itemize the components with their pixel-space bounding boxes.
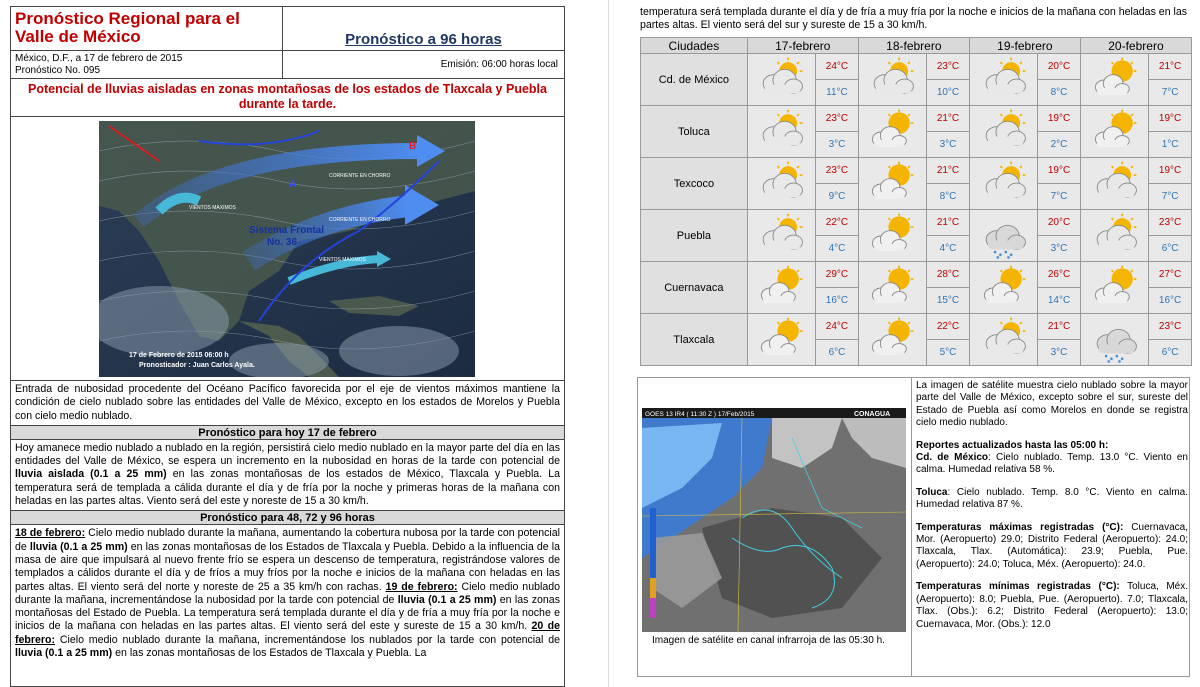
max-temp: 23°C <box>927 54 969 80</box>
min-temp: 4°C <box>828 243 846 254</box>
partly-sunny-icon <box>862 263 922 313</box>
max-temp: 27°C <box>1149 262 1191 288</box>
min-temp: 8°C <box>1050 87 1068 98</box>
partly-cloudy-icon <box>862 55 922 105</box>
max-temp: 19°C <box>1038 158 1080 184</box>
temps-cell <box>1038 314 1081 366</box>
min-temps-label: Temperaturas mínimas registradas (°C): <box>916 581 1120 593</box>
min-temps-text: Toluca, Méx. (Aeropuerto): 8.0; Puebla, Pue. (Aeropuerto). 7.0; Tlaxcala, Tlax. (Obs.): 6.2; Distrito Federal (Aeropuerto): 13.0; Cuernavaca, Mor. (Obs.): 12.0 <box>916 581 1188 630</box>
partly-cloudy-icon <box>1085 211 1145 261</box>
partly-sunny-icon <box>862 315 922 365</box>
min-temp: 10°C <box>936 87 960 98</box>
intro-paragraph: Entrada de nubosidad procedente del Océano Pacífico favorecida por el eje de vientos máximos mantiene la condición de cielo nublado sobre las entidades del Valle de México, excepto en los estados de Morelos y Puebla con cielo medio nublado. <box>15 383 560 422</box>
header-day-4: 20-febrero <box>1080 38 1191 54</box>
max-temp: 21°C <box>1038 314 1080 340</box>
table-row <box>641 314 1192 366</box>
forecast-number: Pronóstico No. 095 <box>15 65 101 76</box>
day19-rain: lluvia (0.1 a 25 mm) <box>397 593 497 606</box>
synoptic-map <box>99 121 475 377</box>
high-pressure-label: A <box>289 179 297 190</box>
weather-icon-cell <box>969 158 1037 210</box>
weather-icon-cell <box>1080 158 1148 210</box>
temps-cell <box>1038 158 1081 210</box>
max-temps-text: Cuernavaca, Mor. (Aeropuerto) 29.0; Distrito Federal (Aeropuerto): 24.0; Tlaxcala, Tlax. (Automática): 23.9; Puebla, Pue. (Aeropuerto): 24.0; Toluca, Méx. (Aeropuerto): 24.0. <box>916 521 1189 570</box>
temps-cell <box>1038 54 1081 106</box>
day19-text-c: en las zonas montañosas del Estado de Puebla. La temperatura será templada durante el día y de fría a muy fría por la noche e inicios de la mañana con heladas en las partes altas. El viento será del este y sureste de 15 a 30 km/h. <box>15 593 560 633</box>
day19-text-a: Cielo medio nublado durante la mañana, incrementándose la nubosidad por la tarde con potencial de <box>15 580 561 606</box>
temps-cell <box>927 158 970 210</box>
max-temp: 20°C <box>1038 210 1080 236</box>
max-temp: 19°C <box>1149 158 1191 184</box>
weather-icon-cell <box>858 314 926 366</box>
min-temp: 1°C <box>1161 139 1179 150</box>
min-temp: 6°C <box>828 347 846 358</box>
page-title: Pronóstico Regional para el Valle de México <box>11 7 283 50</box>
issue-date: México, D.F., a 17 de febrero de 2015 <box>15 53 183 64</box>
weather-icon-cell <box>969 314 1037 366</box>
min-temp: 7°C <box>1161 87 1179 98</box>
today-heading: Pronóstico para hoy 17 de febrero <box>11 425 564 440</box>
min-temps-block <box>916 581 1188 631</box>
temps-cell <box>1149 54 1192 106</box>
weather-icon-cell <box>858 106 926 158</box>
toluca-label: Toluca <box>916 486 948 498</box>
min-temp: 9°C <box>828 191 846 202</box>
temps-cell <box>1149 158 1192 210</box>
partly-cloudy-icon <box>1085 159 1145 209</box>
cdmx-label: Cd. de México <box>916 452 989 464</box>
satellite-panel <box>638 378 912 676</box>
satellite-top-label: GOES 13 IR4 ( 11:30 Z ) 17/Feb/2015 <box>645 411 755 418</box>
temps-cell <box>1149 262 1192 314</box>
min-temp: 16°C <box>1158 295 1182 306</box>
city-name: Tlaxcala <box>641 314 748 366</box>
max-temp: 22°C <box>927 314 969 340</box>
outlook-paragraph <box>11 525 564 662</box>
city-name: Toluca <box>641 106 748 158</box>
max-temp: 28°C <box>927 262 969 288</box>
rain-alert: Potencial de lluvias aisladas en zonas montañosas de los estados de Tlaxcala y Puebla durante la tarde. <box>11 79 564 117</box>
city-name: Cuernavaca <box>641 262 748 314</box>
toluca-report-block <box>916 487 1188 512</box>
today-text-a: Hoy amanece medio nublado a nublado en la región, persistirá cielo medio nublado en la mayor parte del día en las entidades del Valle de México, se espera un incremento en la nubosidad en horas de la tarde con potencial de <box>15 441 560 468</box>
temps-cell <box>1149 314 1192 366</box>
temps-cell <box>927 262 970 314</box>
header <box>11 7 564 51</box>
max-temps-label: Temperaturas máximas registradas (°C): <box>916 521 1124 533</box>
day20-rain: lluvia (0.1 a 25 mm) <box>15 647 113 660</box>
weather-icon-cell <box>858 262 926 314</box>
map-author-label: Pronosticador : Juan Carlos Ayala. <box>139 362 255 369</box>
weather-icon-cell <box>969 262 1037 314</box>
day18-rain: lluvia (0.1 a 25 mm) <box>29 540 128 553</box>
partly-sunny-icon <box>751 315 811 365</box>
temps-cell <box>816 262 859 314</box>
forecast-subtitle: Pronóstico a 96 horas <box>345 31 502 48</box>
partly-cloudy-icon <box>751 107 811 157</box>
temps-cell <box>816 314 859 366</box>
table-row <box>641 106 1192 158</box>
weather-icon-cell <box>969 54 1037 106</box>
meta-row <box>11 51 564 79</box>
temps-cell <box>1149 106 1192 158</box>
max-temp: 19°C <box>1038 106 1080 132</box>
min-temp: 2°C <box>1050 139 1068 150</box>
min-temp: 7°C <box>1161 191 1179 202</box>
min-temp: 3°C <box>939 139 957 150</box>
partly-sunny-icon <box>862 159 922 209</box>
temps-cell <box>816 54 859 106</box>
min-temp: 11°C <box>826 87 848 98</box>
partly-cloudy-icon <box>974 159 1034 209</box>
weather-icon-cell <box>1080 314 1148 366</box>
map-date-label: 17 de Febrero de 2015 06:00 h <box>129 352 229 359</box>
current-label-2: CORRIENTE EN CHORRO <box>329 217 391 223</box>
satellite-image <box>642 408 906 632</box>
observations-box <box>637 377 1190 677</box>
satellite-description: La imagen de satélite muestra cielo nublado sobre la mayor parte del Valle de México, excepto sobre el sur, sureste del Estado de Puebla así como Morelos en donde se registra cielo medio nublado. <box>916 380 1188 429</box>
min-temp: 7°C <box>1050 191 1068 202</box>
today-text-rain: lluvia aislada (0.1 a 25 mm) <box>15 468 167 481</box>
partly-cloudy-icon <box>974 315 1034 365</box>
toluca-report: : Cielo nublado. Temp. 8.0 °C. Viento en calma. Humedad relativa 87 %. <box>916 486 1188 511</box>
temps-cell <box>816 210 859 262</box>
city-name: Texcoco <box>641 158 748 210</box>
max-temp: 23°C <box>816 106 858 132</box>
min-temp: 3°C <box>828 139 846 150</box>
temps-cell <box>927 210 970 262</box>
partly-sunny-icon <box>974 263 1034 313</box>
partly-sunny-icon <box>1085 107 1145 157</box>
max-temp: 24°C <box>816 314 858 340</box>
rain-icon <box>1085 315 1145 365</box>
today-text-c: en las zonas montañosas de los estados de México, Tlaxcala y Puebla. La temperatura será de templada a cálida durante el día y de fría por la noche y primeras horas de la mañana con heladas en las partes altas. Viento será del este y noreste de 15 a 30 km/h. <box>15 468 560 508</box>
max-temp: 26°C <box>1038 262 1080 288</box>
satellite-caption: Imagen de satélite en canal infrarroja de las 05:30 h. <box>652 635 885 646</box>
weather-icon-cell <box>1080 262 1148 314</box>
max-temps-block <box>916 522 1188 572</box>
weather-icon-cell <box>747 158 815 210</box>
min-temp: 4°C <box>939 243 957 254</box>
meta-date-block <box>11 51 283 78</box>
day20-text-c: en las zonas montañosas de los Estados de Tlaxcala y Puebla. La <box>112 647 427 660</box>
partly-sunny-icon <box>751 263 811 313</box>
temps-cell <box>1149 210 1192 262</box>
min-temp: 15°C <box>936 295 960 306</box>
table-body <box>641 54 1192 366</box>
city-name: Puebla <box>641 210 748 262</box>
partly-cloudy-icon <box>751 159 811 209</box>
weather-icon-cell <box>858 158 926 210</box>
header-day-3: 19-febrero <box>969 38 1080 54</box>
day20-text-a: Cielo medio nublado durante la mañana, incrementándose los nublados por la tarde con potencial de <box>55 633 560 646</box>
rain-icon <box>974 211 1034 261</box>
min-temp: 6°C <box>1161 347 1179 358</box>
temps-cell <box>1038 210 1081 262</box>
jet-label-2: VIENTOS MAXIMOS <box>319 257 366 263</box>
header-day-2: 18-febrero <box>858 38 969 54</box>
partly-sunny-icon <box>862 211 922 261</box>
partly-sunny-icon <box>1085 55 1145 105</box>
weather-icon-cell <box>858 54 926 106</box>
jet-label: VIENTOS MAXIMOS <box>189 205 236 211</box>
partly-cloudy-icon <box>751 55 811 105</box>
satellite-brand: CONAGUA <box>854 411 891 418</box>
observations-text <box>916 380 1188 641</box>
temps-cell <box>1038 262 1081 314</box>
table-row <box>641 210 1192 262</box>
weather-icon-cell <box>1080 210 1148 262</box>
temps-cell <box>1038 106 1081 158</box>
max-temp: 23°C <box>816 158 858 184</box>
weather-icon-cell <box>969 210 1037 262</box>
updated-reports <box>916 440 1188 477</box>
day18-label: 18 de febrero: <box>15 527 86 540</box>
max-temp: 19°C <box>1149 106 1191 132</box>
min-temp: 8°C <box>939 191 957 202</box>
max-temp: 21°C <box>927 106 969 132</box>
day20-continuation: temperatura será templada durante el día y de fría a muy fría por la noche e inicios de la mañana con heladas en las partes altas. El viento será del sur y sureste de 15 a 30 km/h. <box>640 6 1188 31</box>
table-row <box>641 158 1192 210</box>
min-temp: 5°C <box>939 347 957 358</box>
day18-text-a: Cielo medio nublado durante la mañana, aumentando la cobertura nubosa por la tarde con potencial de <box>15 527 560 553</box>
partly-cloudy-icon <box>751 211 811 261</box>
min-temp: 14°C <box>1047 295 1071 306</box>
table-row <box>641 54 1192 106</box>
front-number: No. 36 <box>267 237 298 248</box>
front-label: Sistema Frontal <box>249 225 325 236</box>
updated-label: Reportes actualizados hasta las 05:00 h: <box>916 439 1109 451</box>
weather-icon-cell <box>747 262 815 314</box>
temps-cell <box>816 106 859 158</box>
max-temp: 23°C <box>1149 314 1191 340</box>
city-name: Cd. de México <box>641 54 748 106</box>
table-row <box>641 262 1192 314</box>
min-temp: 3°C <box>1050 347 1068 358</box>
min-temp: 6°C <box>1161 243 1179 254</box>
temps-cell <box>927 54 970 106</box>
temps-cell <box>927 106 970 158</box>
weather-icon-cell <box>747 314 815 366</box>
page-divider <box>608 0 609 687</box>
weather-icon-cell <box>858 210 926 262</box>
max-temp: 21°C <box>927 210 969 236</box>
max-temp: 24°C <box>816 54 858 80</box>
day19-label: 19 de febrero: <box>385 580 458 593</box>
partly-cloudy-icon <box>974 107 1034 157</box>
cdmx-report: : Cielo nublado. Temp. 13.0 °C. Viento en calma. Humedad relativa 58 %. <box>916 452 1188 476</box>
weather-icon-cell <box>1080 106 1148 158</box>
low-pressure-label: B <box>409 141 417 152</box>
day18-text-c: en las zonas montañosas de los Estados de Tlaxcala y Puebla. Debido a la influencia de la masa de aire que impulsará al nuevo frente frío se espera un descenso de temperatura, registrándose valores de templados a cálidos durante el día y de fríos a muy fríos por la noche e inicios de la mañana con heladas en las partes altas. El viento será del norte y noreste de 25 a 35 km/h con rachas. <box>15 540 561 593</box>
today-paragraph <box>11 440 564 510</box>
weather-icon-cell <box>969 106 1037 158</box>
day20-label: 20 de febrero: <box>15 620 560 646</box>
current-label: CORRIENTE EN CHORRO <box>329 173 391 179</box>
max-temp: 21°C <box>1149 54 1191 80</box>
max-temp: 20°C <box>1038 54 1080 80</box>
synoptic-map-box <box>11 117 564 381</box>
max-temp: 21°C <box>927 158 969 184</box>
partly-cloudy-icon <box>974 55 1034 105</box>
partly-sunny-icon <box>1085 263 1145 313</box>
temps-cell <box>927 314 970 366</box>
header-cities: Ciudades <box>641 38 748 54</box>
header-day-1: 17-febrero <box>747 38 858 54</box>
weather-icon-cell <box>747 54 815 106</box>
left-page <box>10 6 565 687</box>
emission-time: Emisión: 06:00 horas local <box>440 59 558 70</box>
max-temp: 23°C <box>1149 210 1191 236</box>
min-temp: 3°C <box>1050 243 1068 254</box>
min-temp: 16°C <box>825 295 849 306</box>
weather-icon-cell <box>747 210 815 262</box>
weather-icon-cell <box>1080 54 1148 106</box>
forecast-table <box>640 37 1192 366</box>
max-temp: 22°C <box>816 210 858 236</box>
weather-icon-cell <box>747 106 815 158</box>
max-temp: 29°C <box>816 262 858 288</box>
partly-sunny-icon <box>862 107 922 157</box>
temps-cell <box>816 158 859 210</box>
outlook-heading: Pronóstico para 48, 72 y 96 horas <box>11 510 564 525</box>
table-header-row <box>641 38 1192 54</box>
